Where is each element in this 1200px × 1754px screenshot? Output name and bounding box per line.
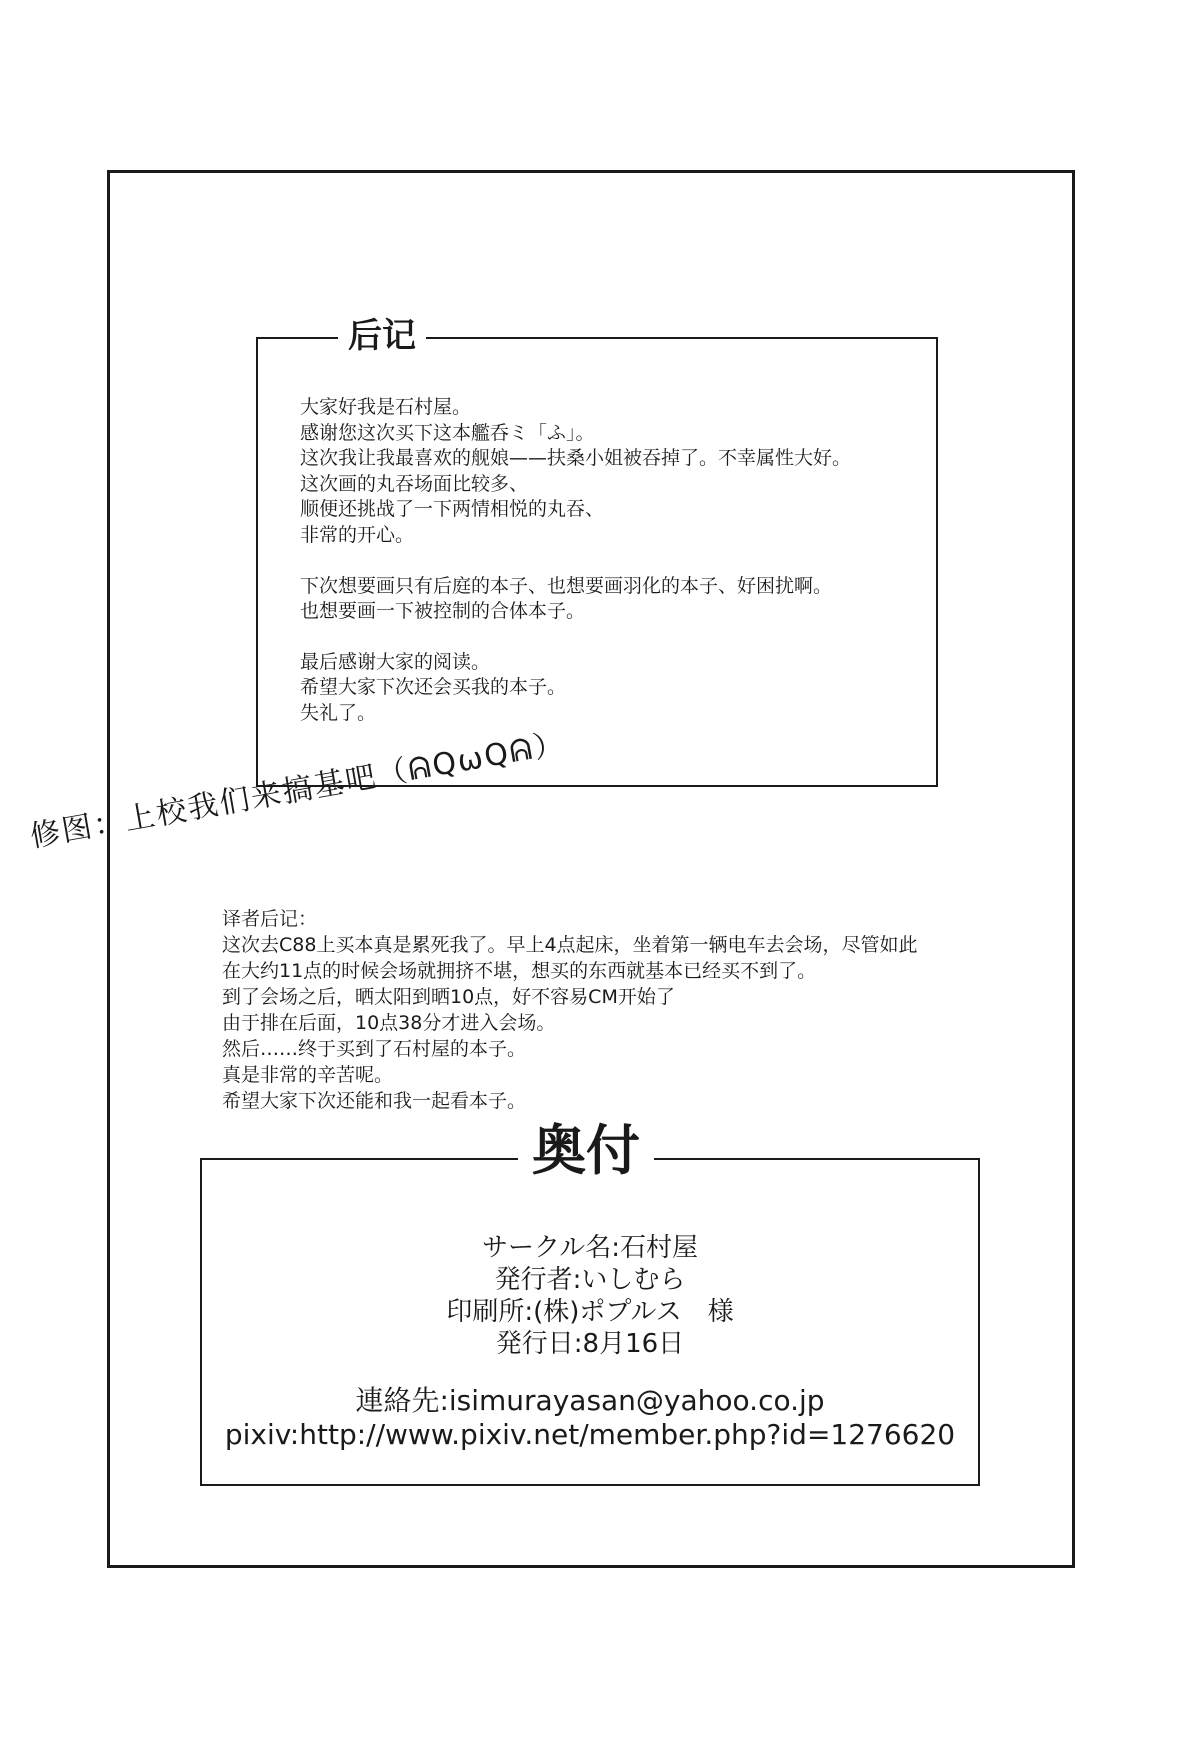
afterword-line: 大家好我是石村屋。 xyxy=(300,396,472,418)
afterword-line: 最后感谢大家的阅读。 xyxy=(300,650,491,673)
contact-email: 連絡先:isimurayasan@yahoo.co.jp xyxy=(355,1384,825,1417)
translator-note-line: 在大约11点的时候会场就拥挤不堪，想买的东西就基本已经买不到了。 xyxy=(222,960,817,982)
afterword-paragraph xyxy=(300,650,851,727)
colophon-contact xyxy=(202,1384,978,1452)
handwritten-editor-note: 修图：上校我们来搞基吧（ᕱQωQᕱ） xyxy=(27,725,569,855)
afterword-line: 非常的开心。 xyxy=(300,523,415,546)
translator-note-line: 希望大家下次还能和我一起看本子。 xyxy=(222,1090,527,1112)
circle-name: サークル名:石村屋 xyxy=(482,1233,698,1263)
printer: 印刷所:(株)ポプルス 様 xyxy=(446,1297,734,1327)
colophon-box xyxy=(200,1119,980,1486)
translator-note xyxy=(222,906,918,1114)
afterword-paragraph xyxy=(300,395,851,549)
afterword-body xyxy=(300,395,851,752)
publisher: 発行者:いしむら xyxy=(494,1265,686,1295)
colophon-title: 奥付 xyxy=(518,1124,654,1178)
afterword-title: 后记 xyxy=(338,319,426,353)
translator-note-line: 然后……终于买到了石村屋的本子。 xyxy=(222,1038,527,1060)
afterword-line: 希望大家下次还会买我的本子。 xyxy=(300,676,567,699)
afterword-line: 失礼了。 xyxy=(300,701,377,724)
translator-note-line: 这次去C88上买本真是累死我了。早上4点起床，坐着第一辆电车去会场，尽管如此 xyxy=(222,934,918,956)
afterword-line: 顺便还挑战了一下两情相悦的丸吞、 xyxy=(300,498,605,521)
pixiv-url: pixiv:http://www.pixiv.net/member.php?id=1276620 xyxy=(224,1418,956,1451)
afterword-line: 这次画的丸吞场面比较多、 xyxy=(300,472,529,495)
translator-note-line: 到了会场之后，晒太阳到晒10点，好不容易CM开始了 xyxy=(222,986,675,1008)
afterword-line: 也想要画一下被控制的合体本子。 xyxy=(300,600,586,623)
translator-note-heading: 译者后记： xyxy=(222,908,318,930)
translator-note-line: 真是非常的辛苦呢。 xyxy=(222,1064,394,1086)
afterword-line: 下次想要画只有后庭的本子、也想要画羽化的本子、好困扰啊。 xyxy=(300,574,833,597)
afterword-paragraph xyxy=(300,574,851,625)
colophon-body xyxy=(202,1232,978,1452)
publish-date: 発行日:8月16日 xyxy=(495,1329,685,1359)
afterword-line: 这次我让我最喜欢的舰娘——扶桑小姐被吞掉了。不幸属性大好。 xyxy=(300,447,852,470)
afterword-box xyxy=(256,316,938,787)
translator-note-line: 由于排在后面，10点38分才进入会场。 xyxy=(222,1012,556,1034)
afterword-line: 感谢您这次买下这本艦呑ミ「ふ」。 xyxy=(300,421,595,444)
